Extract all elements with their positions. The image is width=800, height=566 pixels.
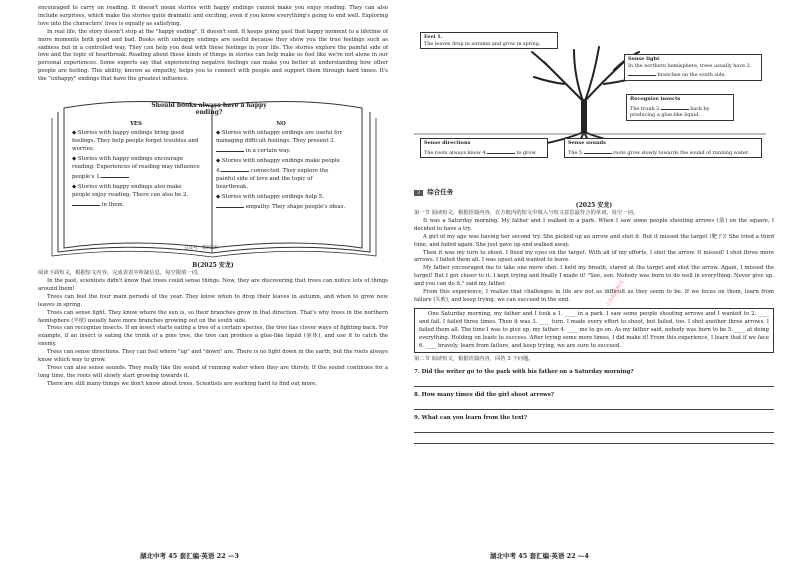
para-b-5: Trees can sense directions. They can feel where "up" and "down" are. There is no light down in the earth, but the roots always know which way to grow. xyxy=(38,349,388,364)
right-footer: 湖北中考 45 套汇编·英语 22 —4 xyxy=(490,552,589,560)
question-8: 8. How many times did the girl shoot arrows? xyxy=(414,392,555,399)
sounds-box: Sense sounds The 5. roots grow slowly towards the sound of running water. xyxy=(564,138,762,158)
answer-line-8[interactable] xyxy=(414,401,774,410)
section-header xyxy=(414,179,774,198)
para-top-2: In real life, the story doesn't stop at the "happy ending". It doesn't end. It keeps going past that happy moment to a lifetime of more moments both good and bad. Books with unhappy endings are useful because they show you the true feelings such as sadness but in a controlled way. They can help you deal with these feelings in your life. The stories explore the painful side of love and the topic of heartbreak. Reading about these kinds of things in stories can help make us feel like we're not alone in our personal experiences. Some experts say that experiencing negative feelings can make you better at understanding how other people are feeling. This ability, known as empathy, helps you to connect with people and support them through hard times. It's the "unhappy" endings that have the greatest influence. xyxy=(38,28,388,83)
watermark: 小升初资料站 xyxy=(605,279,626,309)
directions-box: Sense directions The roots always know 4. to grow. xyxy=(420,138,548,158)
summary-text: One Saturday morning, my father and I took a 1. ____ in a park. I saw some people shooting arrows and I wanted to 2. ____ and fail. I failed three times. Then it was 3. ____ turn. I made every effort to shoot, but failed, too. I shot another three arrows. I failed them all. The time I was to give up, my father 4. ____ me to go on. As my father said, nobody was born to be 5. ____ at doing everything. Holding on leads to success. After trying some more times, I did make it! From this experience, I learn that if we face 6. ____ bravely, learn from failure, and keep trying, we are sure to succeed. xyxy=(419,310,769,349)
no-item-1: ◆ Stories with unhappy endings are useful for managing difficult feelings. They present 3. in a certain way. xyxy=(216,130,342,155)
para-b-7: There are still many things we don't know about trees. Scientists are working hard to find out more. xyxy=(47,380,318,387)
insects-box: Recognize insects The trunk 3. back by producing a glue-like liquid. xyxy=(626,94,734,121)
no-item-3: ◆ Stories with unhappy endings help 5. empathy. They shape people's ideas. xyxy=(216,194,346,211)
yes-item-3: ◆ Stories with happy endings also make people enjoy reading. There can also be 2. in them. xyxy=(72,184,189,209)
yes-heading: YES xyxy=(130,121,142,128)
question-7: 7. Did the writer go to the park with his father on a Saturday morning? xyxy=(414,369,634,376)
book-title: Should books always have a happy ending? xyxy=(151,102,267,117)
yes-column xyxy=(72,120,200,211)
answer-line-9a[interactable] xyxy=(414,424,774,433)
question-9: 9. What can you learn from the text? xyxy=(414,415,528,422)
yes-item-2: ◆ Stories with happy endings encourage reading. Experiences of reading may influence people's 1. xyxy=(72,156,200,181)
story-para-5: From this experience, I realize that challenges in life are not as difficult as they seem to be. If we focus on them, learn from failure (失败), and keep trying, we can succeed in the end. xyxy=(414,289,774,303)
right-page xyxy=(400,0,800,566)
para-b-2: Trees can feel the four main periods of the year. They know when to drop their leaves in autumn, and when to grow new leaves in spring. xyxy=(38,293,388,308)
para-b-3: Trees can sense light. They know where the sun is, so their branches grow in that direction. That's why trees in the northern hemisphere (半球) usually have more branches growing out on the south side. xyxy=(38,309,388,324)
para-b-1: In the past, scientists didn't know that trees could sense things. Now, they are discovering that trees can notice lots of things around them! xyxy=(38,277,388,292)
section-title: 综合任务 xyxy=(427,188,454,196)
left-footer: 湖北中考 45 套汇编·英语 22 —3 xyxy=(140,552,239,560)
para-b-4: Trees can recognize insects. If an insect starts eating a tree of a certain species, the tree has clever ways of fighting back. For example, if an insect is eating the trunk of a pine tree, the tree can produce a glue-like liquid (液体), and use it to catch the enemy. xyxy=(38,325,388,348)
section-year: (2025 安龙) xyxy=(575,202,613,209)
story-para-2: A girl of my age was having her second try. She picked up an arrow and shot it. But it missed the target (靶子)! She tried a third time, and failed again. She just gave up and walked away. xyxy=(414,233,774,248)
section-b-title: B(2025 安龙) xyxy=(192,262,234,270)
tree-diagram xyxy=(414,32,766,157)
instruction-b: 阅读下面短文，根据短文内容，完成表表中所缺信息，每空限填一词。 xyxy=(38,270,203,277)
yes-item-1: ◆ Stories with happy endings bring good feelings. They help people forget troubles and worries. xyxy=(72,130,199,153)
part2-instruction: 第二节 阅读短文，根据语篇内容，回答 3 个问题。 xyxy=(414,356,534,363)
part1-instruction: 第一节 阅读短文，根据语篇内容，在方框内的短文中填入与短文意思最符合的单词，每空一词。 xyxy=(414,210,639,216)
answer-line-7[interactable] xyxy=(414,378,774,387)
book-footer: 公众号：资料K好 xyxy=(184,246,219,252)
para-b-6: Trees can also sense sounds. They really like the sound of running water when they are thirsty. If the sound continues for a long time, the roots will slowly start growing towards it. xyxy=(38,364,388,379)
section-number: 3 xyxy=(414,190,423,196)
summary-box xyxy=(414,308,774,354)
feel-box: Feel 1. The leaves drop in autumn and grow in spring. xyxy=(420,32,558,49)
light-box: Sense light In the northern hemisphere, trees usually have 2. branches on the south side. xyxy=(624,54,762,81)
no-item-2: ◆ Stories with unhappy endings make people 4. connected. They explore the painful side of love and the topic of heartbreak. xyxy=(216,158,340,191)
no-heading: NO xyxy=(276,121,286,128)
answer-line-9b[interactable] xyxy=(414,435,774,444)
story-para-4: My father encouraged me to take one more shot. I held my breath, stared at the target and shot the arrow. Again, I missed the target! But I got closer to it. I kept trying and finally I made it! "See, son. Nobody was born to do well in everything. Never give up, and you can do it," said my father. xyxy=(414,265,774,288)
open-book-figure xyxy=(44,90,384,258)
story-para-3: Then it was my turn to shoot. I fixed my eyes on the target. With all of my efforts, I shot the arrow. It missed! I shot three more arrows. I failed them all. I was upset and wanted to leave. xyxy=(414,249,774,264)
story-para-1: It was a Saturday morning. My father and I walked in a park. When I saw some people shooting arrows (箭) on the square, I decided to have a try. xyxy=(414,217,774,232)
no-column xyxy=(216,120,346,213)
para-top-1: encouraged to carry on reading. It doesn't mean stories with happy endings cannot make you enjoy reading. They can also include surprises, which make the stories quite dramatic and exciting, even if you know everything's going to end well. Exploring love into the characters' lives is equally as satisfying. xyxy=(38,5,388,27)
